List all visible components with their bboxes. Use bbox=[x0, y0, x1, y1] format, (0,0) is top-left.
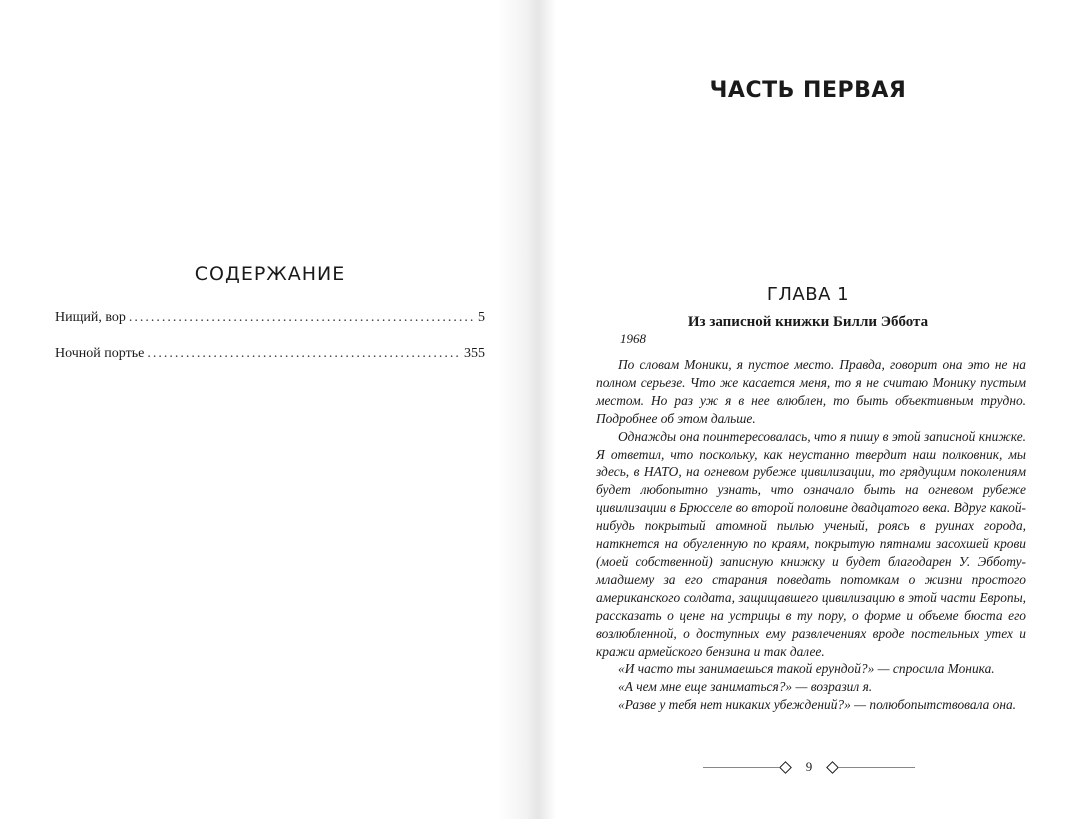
toc-title: СОДЕРЖАНИЕ bbox=[194, 263, 346, 285]
toc-item[interactable] bbox=[55, 310, 485, 330]
toc-item-label: Ночной портье bbox=[55, 346, 145, 361]
paragraph: «И часто ты занимаешься такой ерундой?» — спросила Моника. bbox=[618, 661, 995, 677]
right-page bbox=[538, 0, 1075, 819]
chapter-title: ГЛАВА 1 bbox=[766, 284, 850, 305]
toc-item[interactable] bbox=[55, 346, 485, 366]
paragraph: «Разве у тебя нет никаких убеждений?» — полюбопытствовала она. bbox=[618, 697, 1017, 713]
toc-leader-dots bbox=[129, 310, 475, 326]
page-folio bbox=[703, 760, 915, 776]
toc-leader-dots bbox=[147, 346, 461, 362]
toc-item-page: 5 bbox=[478, 310, 485, 325]
toc-item-label: Нищий, вор bbox=[55, 310, 126, 325]
part-title: ЧАСТЬ ПЕРВАЯ bbox=[709, 78, 907, 103]
page-number: 9 bbox=[805, 759, 813, 774]
folio-rule bbox=[839, 767, 915, 768]
paragraph: По словам Моники, я пустое место. Правда, говорит она это не на полном серьезе. Что же касается меня, то я не считаю Монику пустым местом. Но раз уж я в нее влюблен, то быть объективным трудно. Подробнее об этом дальше. bbox=[596, 357, 1026, 426]
gutter-shadow bbox=[498, 0, 538, 819]
chapter-body bbox=[596, 356, 1026, 714]
paragraph: «А чем мне еще заниматься?» — возразил я. bbox=[618, 679, 873, 695]
toc-item-page: 355 bbox=[464, 346, 485, 361]
gutter-shadow bbox=[538, 0, 556, 819]
chapter-subtitle: Из записной книжки Билли Эббота bbox=[687, 314, 929, 330]
toc-list bbox=[55, 310, 485, 382]
paragraph: Однажды она поинтересовалась, что я пишу в этой записной книжке. Я ответил, что поскольку, как неустанно твердит наш полковник, мы здесь, в НАТО, на огневом рубеже цивилизации, то грядущим поколениям будет любопытно узнать, что означало быть на огневом рубеже цивилизации в Брюсселе во второй половине двадцатого века. Вдруг какой-нибудь покрытый атомной пылью ученый, роясь в руинах города, наткнется на обугленную по краям, покрытую пятнами засохшей крови (моей собственной) записную книжку и будет благодарен У. Эбботу-младшему за его старания поведать потомкам о жизни простого американского солдата, защищавшего цивилизацию в этой части Европы, рассказать о цене на устрицы в ту пору, о форме и объеме бюста его возлюбленной, о доступных ему развлечениях вроде постельных утех и кражи армейского бензина и так далее. bbox=[596, 428, 1026, 659]
chapter-year: 1968 bbox=[620, 331, 646, 346]
